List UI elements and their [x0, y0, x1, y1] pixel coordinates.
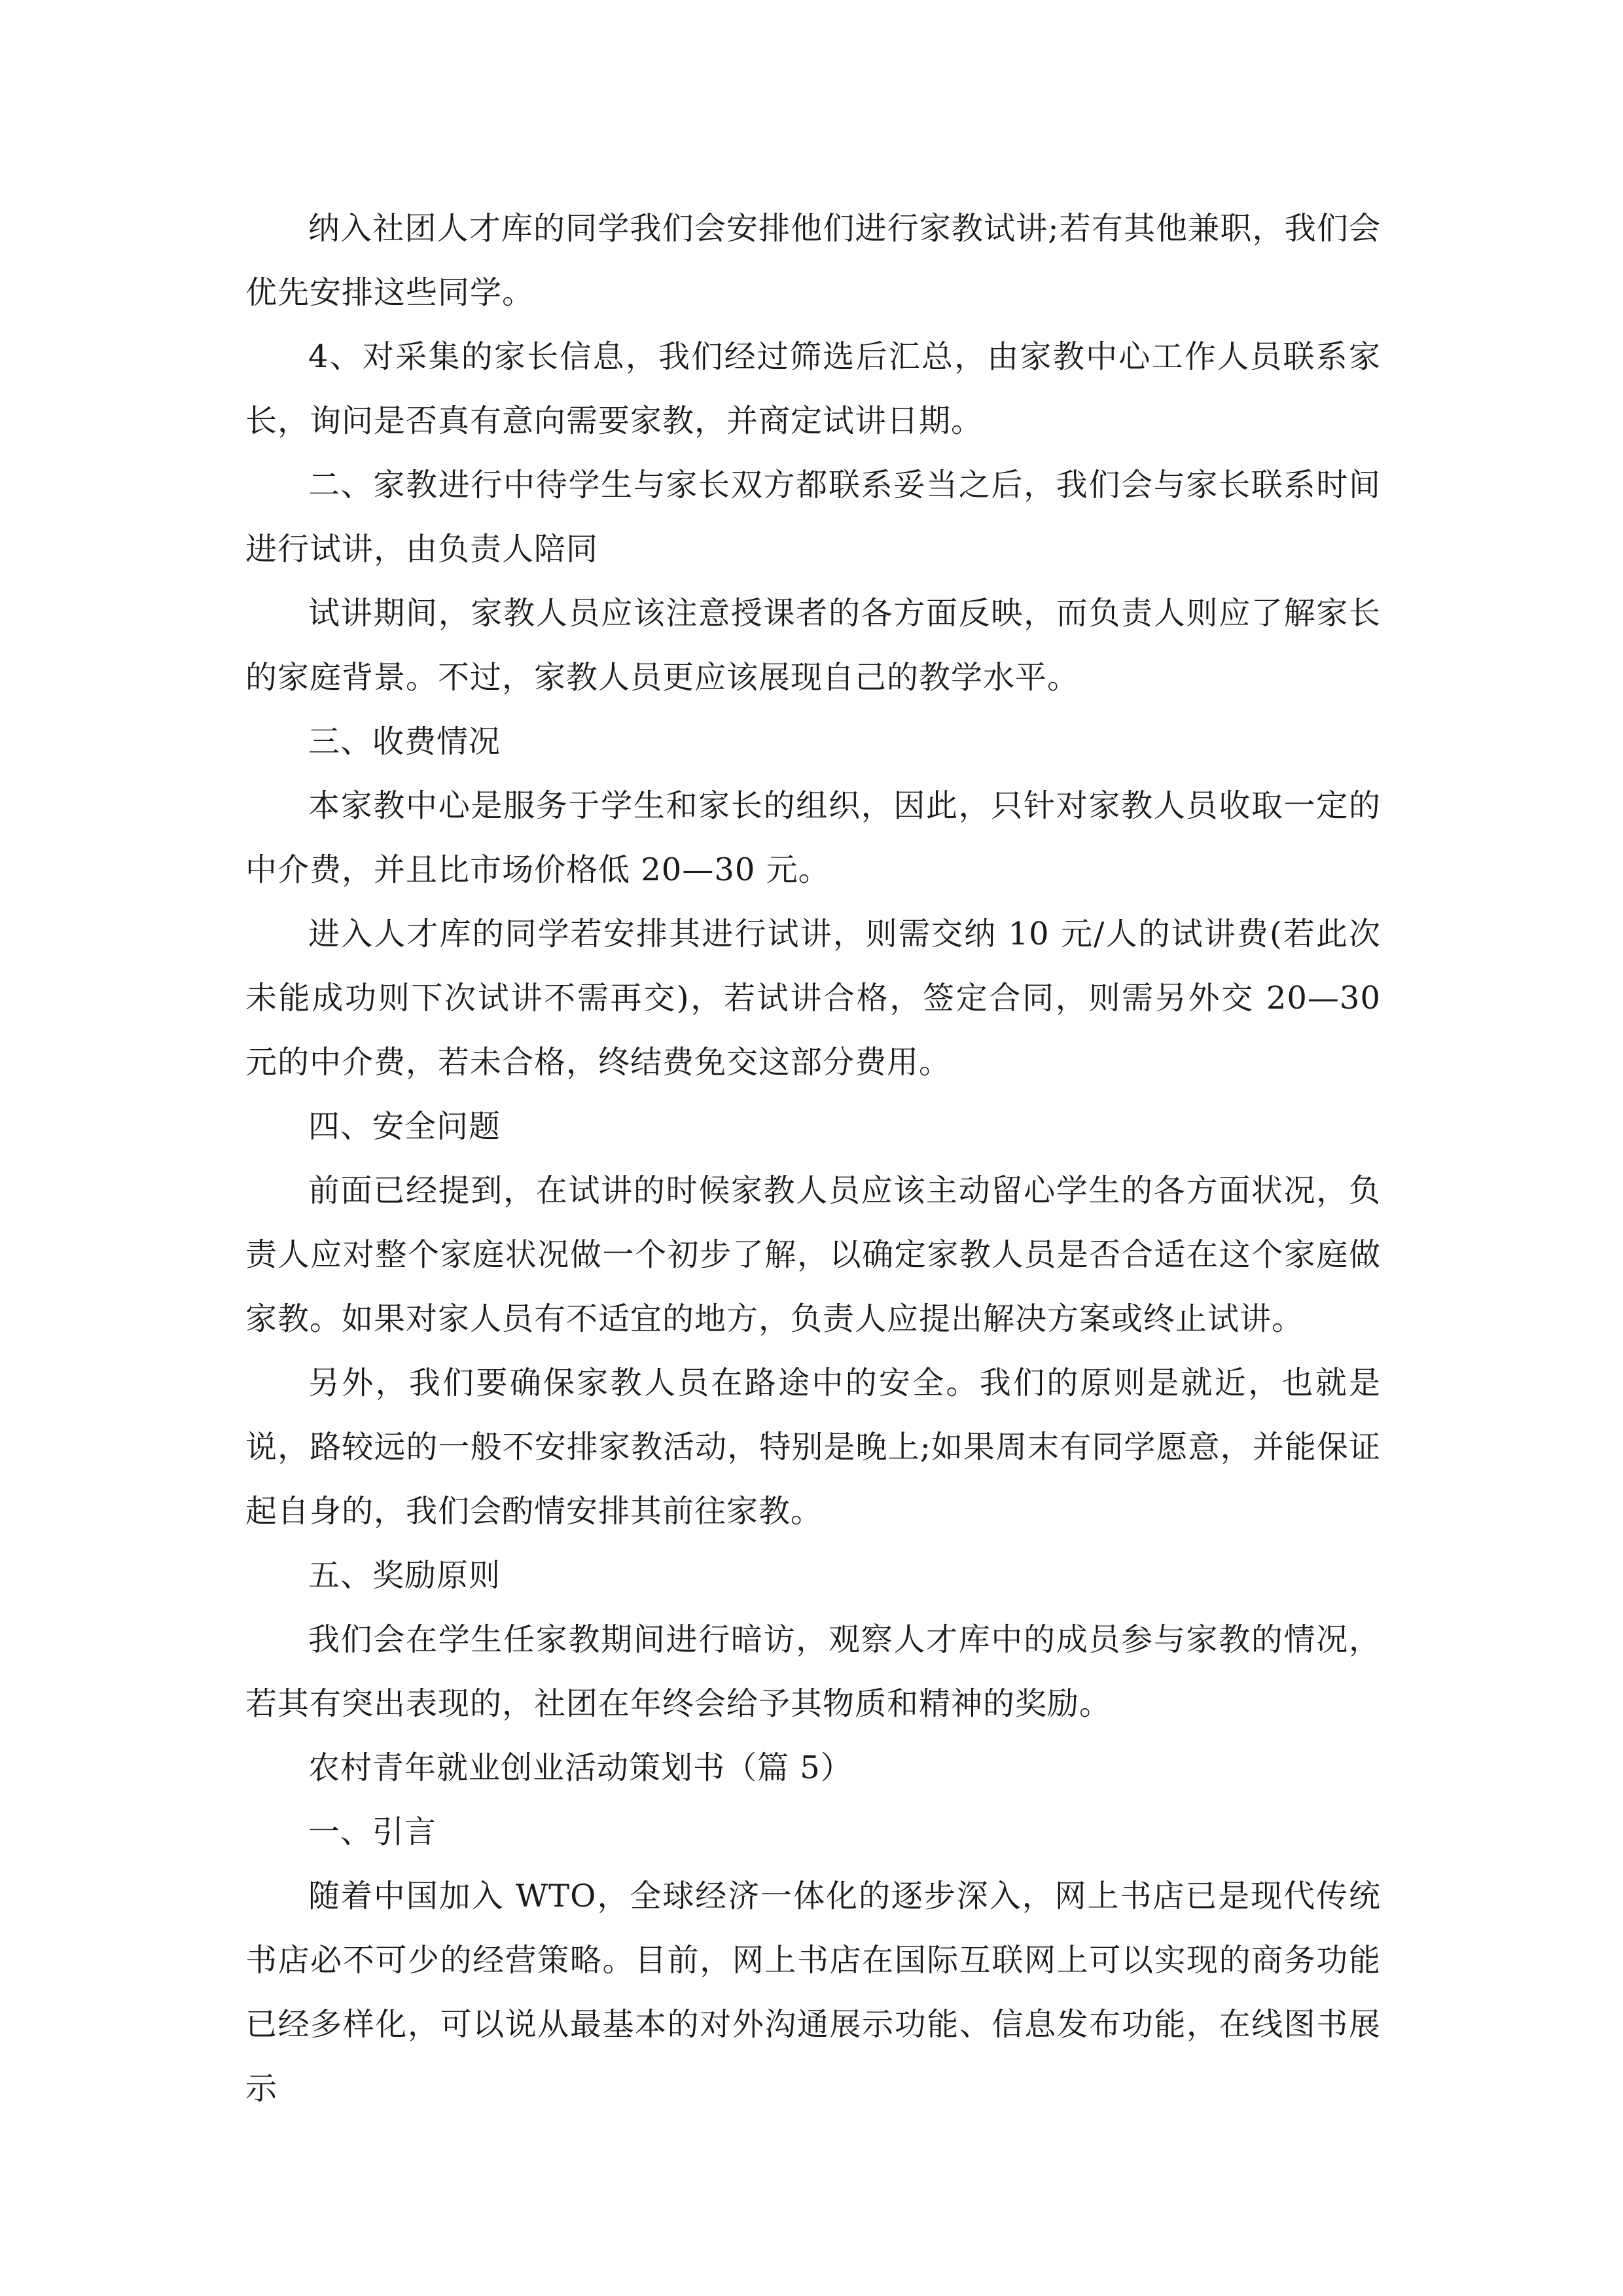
- paragraph-talent-pool: 纳入社团人才库的同学我们会安排他们进行家教试讲;若有其他兼职，我们会优先安排这些同学。: [245, 210, 1381, 311]
- section-heading-5-rewards: 五、奖励原则: [308, 1557, 501, 1594]
- paragraph-travel-safety: 另外，我们要确保家教人员在路途中的安全。我们的原则是就近，也就是说，路较远的一般不安排家教活动，特别是晚上;如果周末有同学愿意，并能保证起自身的，我们会酌情安排其前往家教。: [245, 1365, 1381, 1530]
- paragraph-intro: 随着中国加入 WTO，全球经济一体化的逐步深入，网上书店已是现代传统书店必不可少的经营策略。目前，网上书店在国际互联网上可以实现的商务功能已经多样化，可以说从最基本的对外沟通展示功能、信息发布功能，在线图书展示: [245, 1878, 1381, 2107]
- section-heading-4-safety: 四、安全问题: [308, 1108, 501, 1145]
- article-title-part-5: 农村青年就业创业活动策划书（篇 5）: [308, 1749, 853, 1786]
- paragraph-parent-info: 4、对采集的家长信息，我们经过筛选后汇总，由家教中心工作人员联系家长，询问是否真有意向需要家教，并商定试讲日期。: [245, 338, 1381, 439]
- paragraph-agency-fee: 本家教中心是服务于学生和家长的组织，因此，只针对家教人员收取一定的中介费，并且比市场价格低 20—30 元。: [245, 787, 1381, 888]
- paragraph-trial-period: 试讲期间，家教人员应该注意授课者的各方面反映，而负责人则应了解家长的家庭背景。不过，家教人员更应该展现自己的教学水平。: [245, 595, 1381, 696]
- paragraph-safety-check: 前面已经提到，在试讲的时候家教人员应该主动留心学生的各方面状况，负责人应对整个家庭状况做一个初步了解，以确定家教人员是否合适在这个家庭做家教。如果对家人员有不适宜的地方，负责人应提出解决方案或终止试讲。: [245, 1172, 1381, 1337]
- section-heading-2-tutoring: 二、家教进行中待学生与家长双方都联系妥当之后，我们会与家长联系时间进行试讲，由负责人陪同: [245, 467, 1381, 567]
- paragraph-trial-fee: 进入人才库的同学若安排其进行试讲，则需交纳 10 元/人的试讲费(若此次未能成功则下次试讲不需再交)，若试讲合格，签定合同，则需另外交 20—30 元的中介费，若未合格，终结费免交这部分费用。: [245, 916, 1381, 1081]
- document-body: [245, 196, 1381, 2121]
- section-heading-1-intro: 一、引言: [308, 1814, 437, 1850]
- section-heading-3-fees: 三、收费情况: [308, 723, 501, 760]
- paragraph-rewards: 我们会在学生任家教期间进行暗访，观察人才库中的成员参与家教的情况，若其有突出表现的，社团在年终会给予其物质和精神的奖励。: [245, 1621, 1381, 1722]
